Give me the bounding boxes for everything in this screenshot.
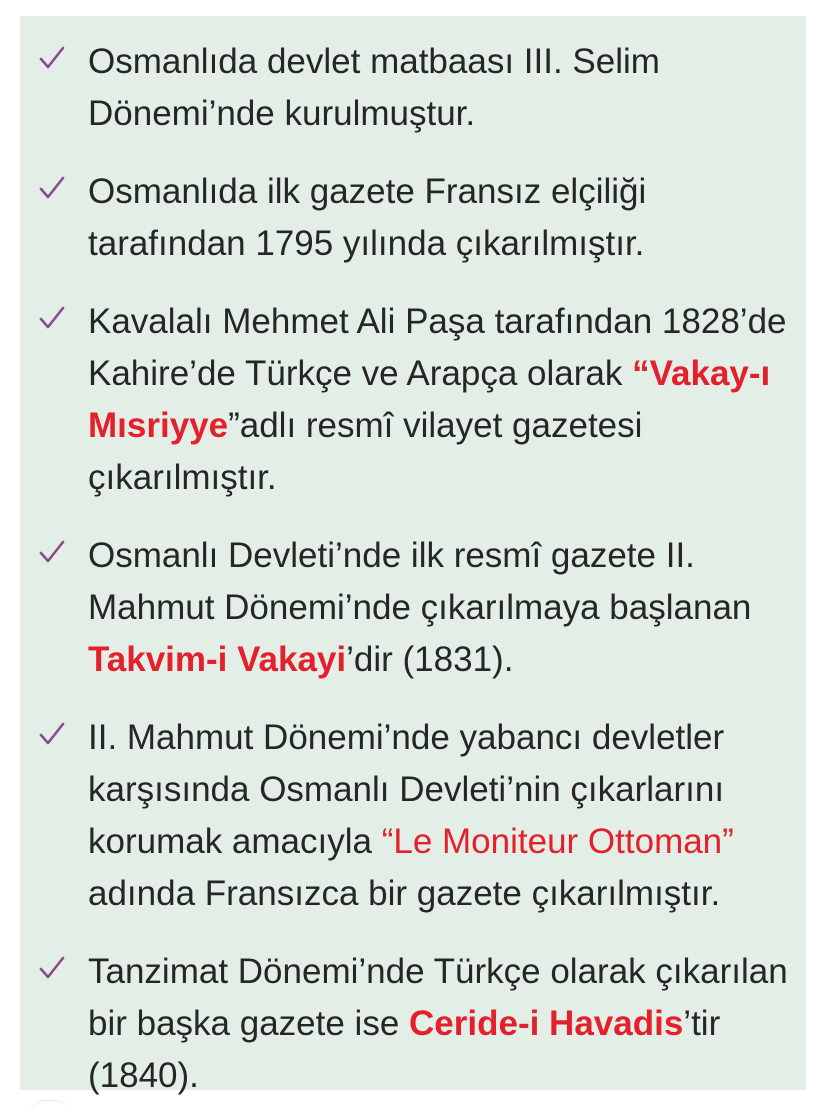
item-text: Tanzimat Dönemi’nde Türkçe olarak çıkarılan bir başka gazete ise bbox=[88, 952, 788, 1043]
item-text: II. Mahmut Dönemi’nde yabancı devletler karşısında Osmanlı Devleti’nin çıkarlarını korumak amacıyla bbox=[88, 718, 725, 861]
fact-list bbox=[20, 36, 806, 1102]
item-text: Osmanlıda ilk gazete Fransız elçiliği tarafından 1795 yılında çıkarılmıştır. bbox=[88, 172, 647, 263]
checkmark-icon bbox=[38, 44, 66, 72]
highlight-term: “Le Moniteur Ottoman” bbox=[381, 822, 734, 861]
checkmark-icon bbox=[38, 174, 66, 202]
list-item bbox=[20, 36, 806, 140]
item-text: Osmanlıda devlet matbaası III. Selim Dönemi’nde kurulmuştur. bbox=[88, 42, 660, 133]
highlight-term: “Vakay-ı Mısriyye bbox=[88, 354, 771, 445]
checkmark-icon bbox=[38, 720, 66, 748]
info-panel bbox=[20, 16, 806, 1095]
checkmark-icon bbox=[38, 538, 66, 566]
list-item bbox=[20, 712, 806, 920]
list-item bbox=[20, 530, 806, 686]
list-item bbox=[20, 166, 806, 270]
checkmark-icon bbox=[38, 304, 66, 332]
highlight-term: Ceride-i Havadis bbox=[409, 1004, 684, 1043]
item-text-tail: ”adlı resmî vilayet gazetesi çıkarılmıştır. bbox=[88, 406, 643, 497]
page-corner-decoration bbox=[30, 1100, 70, 1115]
item-text: Kavalalı Mehmet Ali Paşa tarafından 1828’de Kahire’de Türkçe ve Arapça olarak bbox=[88, 302, 787, 393]
highlight-term: Takvim-i Vakayi bbox=[88, 640, 347, 679]
list-item bbox=[20, 296, 806, 504]
item-text: Osmanlı Devleti’nde ilk resmî gazete II. Mahmut Dönemi’nde çıkarılmaya başlanan bbox=[88, 536, 752, 627]
item-text-tail: ’dir (1831). bbox=[346, 640, 514, 679]
item-text-tail: ’tir (1840). bbox=[88, 1004, 721, 1095]
list-item bbox=[20, 946, 806, 1102]
checkmark-icon bbox=[38, 954, 66, 982]
item-text-tail: adında Fransızca bir gazete çıkarılmıştır. bbox=[88, 874, 721, 913]
